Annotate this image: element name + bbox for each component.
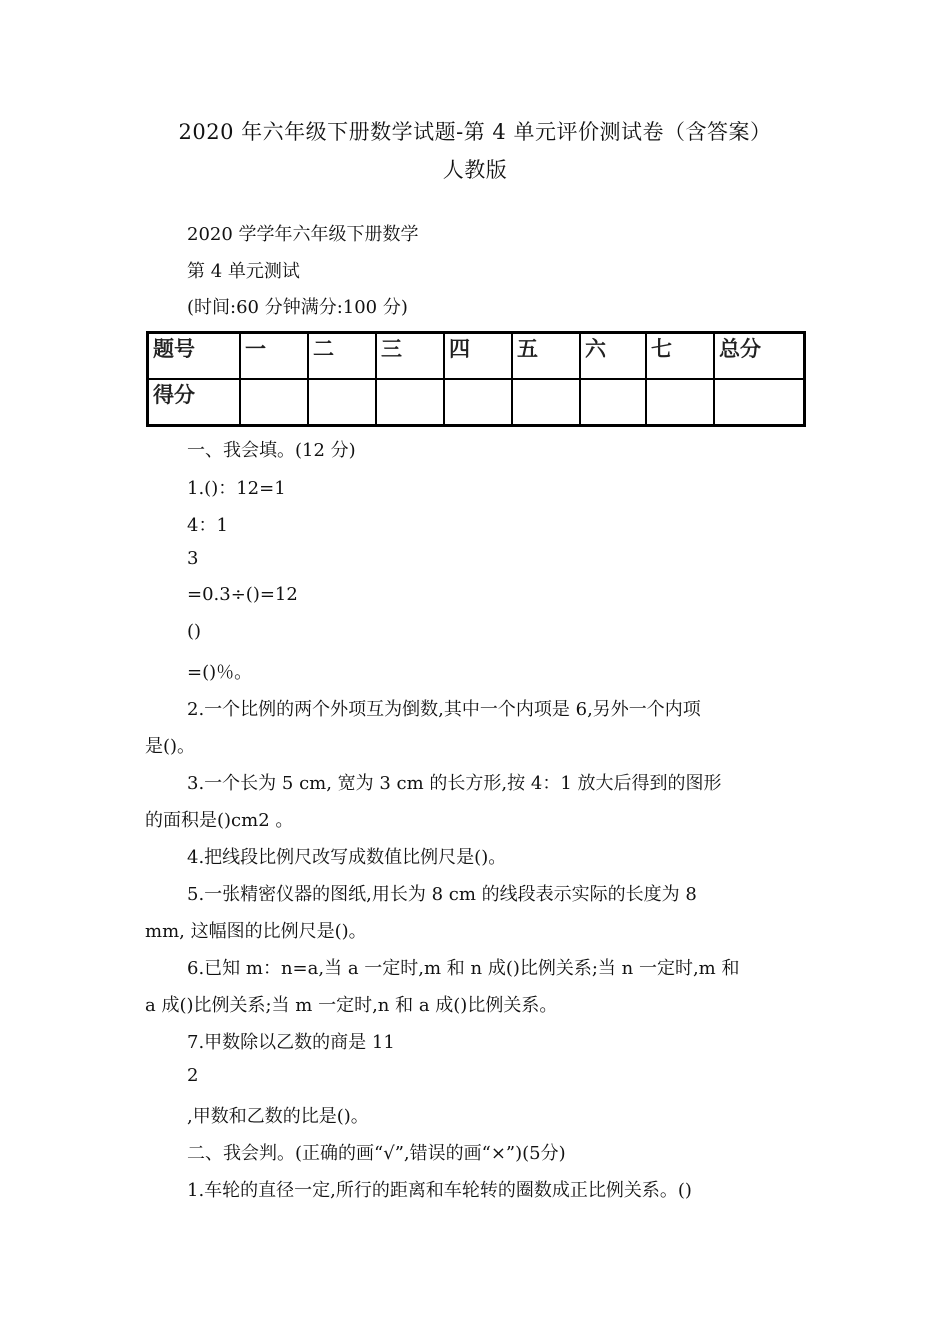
table-cell: 五: [512, 333, 580, 380]
question-5-line: mm, 这幅图的比例尺是()。: [145, 921, 367, 942]
table-cell: 三: [376, 333, 444, 380]
table-cell: 四: [444, 333, 512, 380]
question-1-line: 4：1: [187, 515, 228, 536]
score-input-cell[interactable]: [646, 379, 714, 426]
school-year-line: 2020 学学年六年级下册数学: [187, 224, 419, 245]
score-input-cell[interactable]: [512, 379, 580, 426]
question-4-line: 4.把线段比例尺改写成数值比例尺是()。: [187, 847, 507, 868]
unit-line: 第 4 单元测试: [187, 261, 300, 282]
table-cell: 二: [308, 333, 376, 380]
question-6-line: a 成()比例关系;当 m 一定时,n 和 a 成()比例关系。: [145, 995, 558, 1016]
score-input-cell[interactable]: [714, 379, 805, 426]
section1-heading: 一、我会填。(12 分): [187, 440, 356, 461]
question-1-line: (): [187, 621, 202, 642]
table-cell: 题号: [148, 333, 241, 380]
section2-heading: 二、我会判。(正确的画“√”,错误的画“×”)(5分): [187, 1143, 566, 1164]
time-score-line: (时间:60 分钟满分:100 分): [187, 297, 408, 318]
question-3-line: 的面积是()cm2 。: [145, 810, 294, 831]
question-1-line: =()％。: [187, 662, 253, 683]
table-cell: 总分: [714, 333, 805, 380]
document-subtitle: 人教版: [442, 158, 508, 182]
table-cell: 得分: [148, 379, 241, 426]
table-cell: 七: [646, 333, 714, 380]
table-row: [148, 333, 805, 380]
score-input-cell[interactable]: [376, 379, 444, 426]
table-cell: 一: [240, 333, 308, 380]
question-7-line: 7.甲数除以乙数的商是 11: [187, 1032, 395, 1053]
question-5-line: 5.一张精密仪器的图纸,用长为 8 cm 的线段表示实际的长度为 8: [187, 884, 697, 905]
question-7-line: 2: [187, 1065, 199, 1086]
question-7-line: ,甲数和乙数的比是()。: [187, 1106, 369, 1127]
table-row: [148, 379, 805, 426]
document-title: 2020 年六年级下册数学试题-第 4 单元评价测试卷（含答案）: [178, 120, 772, 144]
question-1-line: =0.3÷()=12: [187, 584, 298, 605]
score-table: [146, 331, 806, 427]
question-2-line: 是()。: [145, 736, 196, 757]
score-input-cell[interactable]: [240, 379, 308, 426]
question-2-line: 2.一个比例的两个外项互为倒数,其中一个内项是 6,另外一个内项: [187, 699, 701, 720]
section2-question-1: 1.车轮的直径一定,所行的距离和车轮转的圈数成正比例关系。(): [187, 1180, 692, 1201]
question-6-line: 6.已知 m：n=a,当 a 一定时,m 和 n 成()比例关系;当 n 一定时,m 和: [187, 958, 740, 979]
score-input-cell[interactable]: [444, 379, 512, 426]
score-input-cell[interactable]: [580, 379, 646, 426]
question-1-line: 3: [187, 548, 199, 569]
question-1-line: 1.()：12=1: [187, 478, 286, 499]
question-3-line: 3.一个长为 5 cm, 宽为 3 cm 的长方形,按 4：1 放大后得到的图形: [187, 773, 722, 794]
table-cell: 六: [580, 333, 646, 380]
score-input-cell[interactable]: [308, 379, 376, 426]
